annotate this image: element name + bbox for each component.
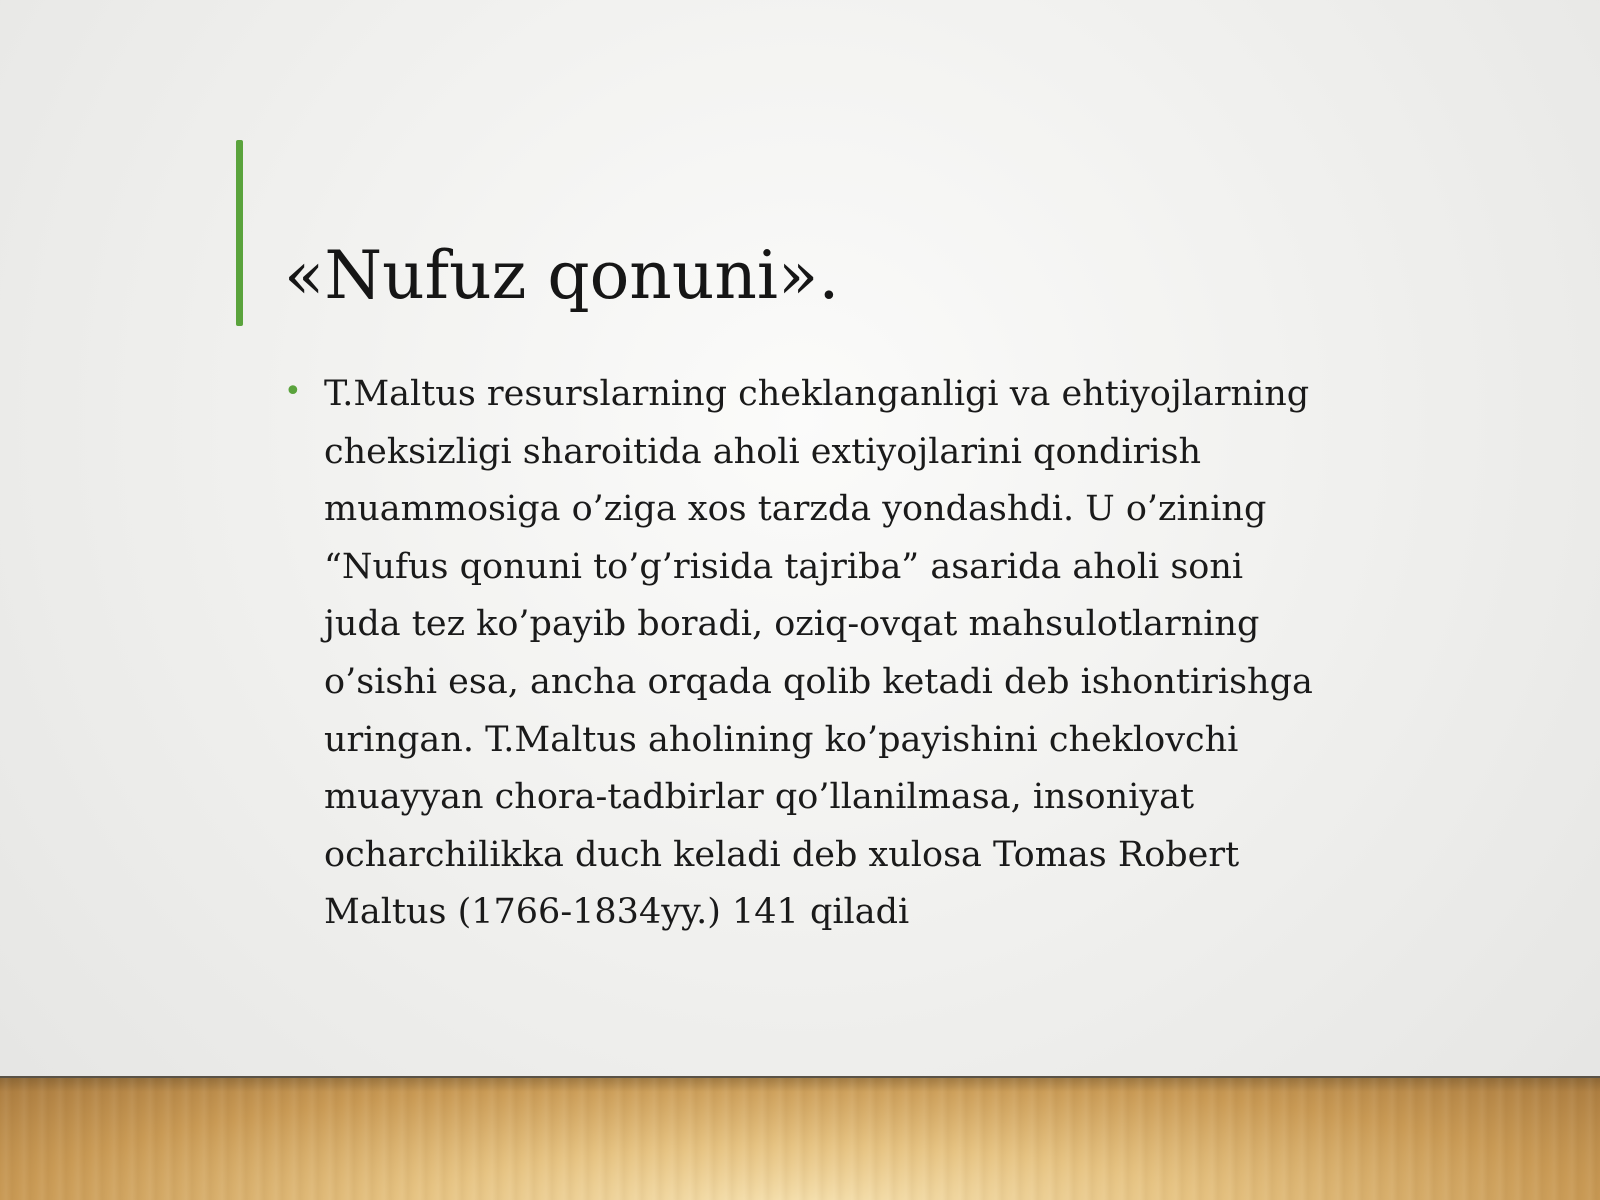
- body-text-line: cheksizligi sharoitida aholi extiyojlarini qondirish: [324, 431, 1202, 472]
- body-text-line: o’sishi esa, ancha orqada qolib ketadi deb ishontirishga: [324, 661, 1313, 702]
- body-list: [284, 366, 1414, 942]
- list-item: [284, 366, 1414, 942]
- body-text-line: “Nufus qonuni to’g’risida tajriba” asarida aholi soni: [324, 546, 1244, 587]
- bullet-dot-icon: •: [284, 374, 302, 409]
- body-text-line: muammosiga o’ziga xos tarzda yondashdi. U o’zining: [324, 489, 1267, 530]
- body-text-line: muayyan chora-tadbirlar qo’llanilmasa, insoniyat: [324, 777, 1195, 818]
- wooden-floor-decoration: [0, 1076, 1600, 1200]
- slide-title: «Nufuz qonuni».: [284, 237, 840, 314]
- body-text-line: ocharchilikka duch keladi deb xulosa Tomas Robert: [324, 834, 1240, 875]
- body-text-line: T.Maltus resurslarning cheklanganligi va ehtiyojlarning: [324, 374, 1310, 414]
- title-accent-bar: [236, 140, 243, 326]
- floor-sheen: [0, 1078, 1600, 1200]
- body-text-line: juda tez ko’payib boradi, oziq-ovqat mahsulotlarning: [324, 604, 1260, 645]
- body-text-line: Maltus (1766-1834yy.) 141 qiladi: [324, 892, 910, 933]
- body-text-line: uringan. T.Maltus aholining ko’payishini cheklovchi: [324, 719, 1239, 760]
